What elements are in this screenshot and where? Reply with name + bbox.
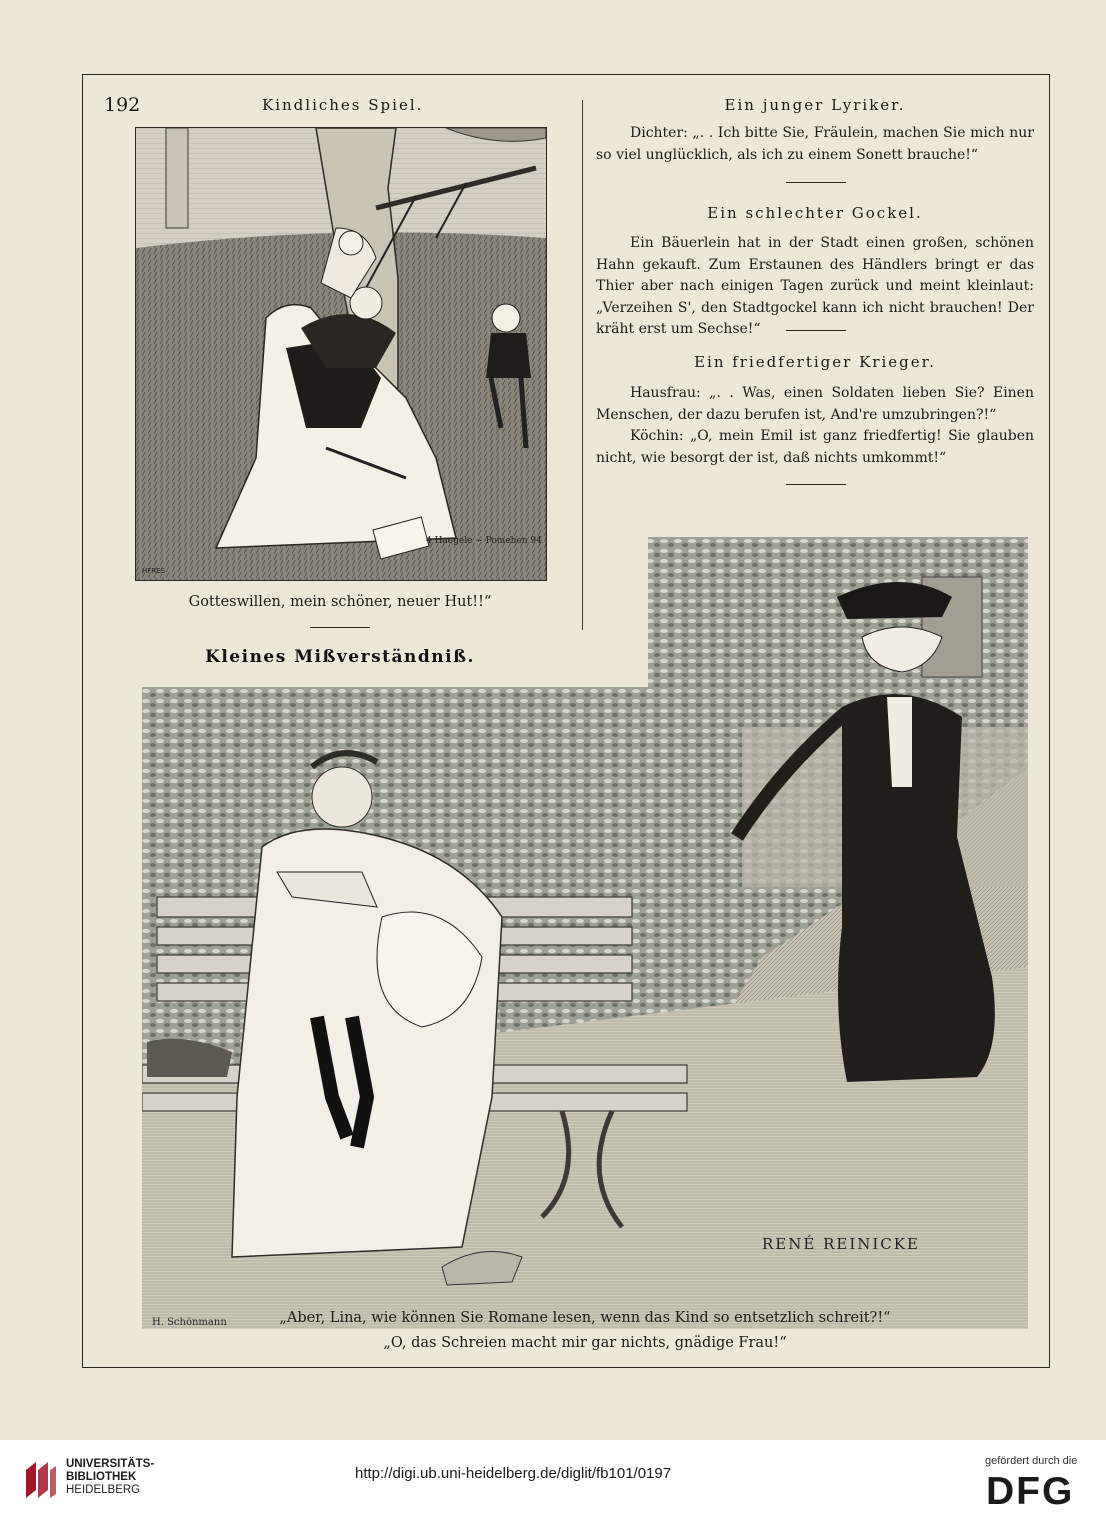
illustration-signature-reinicke: RENÉ REINICKE — [762, 1235, 920, 1253]
dfg-logo[interactable]: DFG — [986, 1470, 1075, 1513]
heading-kindliches-spiel: Kindliches Spiel. — [262, 96, 424, 114]
misunderstanding-engraving — [142, 537, 1028, 1329]
library-name — [66, 1458, 154, 1497]
heading-friedfertiger-krieger: Ein friedfertiger Krieger. — [694, 353, 936, 371]
library-logo-icon[interactable] — [22, 1458, 58, 1502]
engraver-mark: H. Schönmann — [152, 1317, 227, 1328]
childrens-play-drawing — [136, 128, 546, 580]
library-name-line-2: BIBLIOTHEK — [66, 1471, 137, 1483]
library-name-line-1: UNIVERSITÄTS- — [66, 1458, 155, 1470]
rule-3 — [786, 484, 846, 485]
permalink-url[interactable]: http://digi.ub.uni-heidelberg.de/diglit/fb101/0197 — [355, 1465, 672, 1482]
illustration-mark: HFRES — [142, 567, 166, 575]
page-number: 192 — [104, 94, 141, 116]
caption-line-1: „Aber, Lina, wie können Sie Romane lesen, wenn das Kind so entsetzlich schreit?!“ — [279, 1310, 891, 1326]
text-koechin: Köchin: „O, mein Emil ist ganz friedfertig! Sie glauben nicht, wie besorgt der ist, daß nichts umkommt!“ — [596, 428, 1034, 466]
library-name-line-3: HEIDELBERG — [66, 1484, 141, 1496]
caption-childrens-play: Gotteswillen, mein schöner, neuer Hut!!“ — [188, 594, 492, 610]
text-schlechter-gockel: Ein Bäuerlein hat in der Stadt einen großen, schönen Hahn gekauft. Zum Erstaunen des Händlers bringt er das Thier aber nach einigen Tagen zurück und meint kleinlaut: „Verzeihen S', den Stadtgockel kann ich nicht brauchen! Der kräht erst um Sechse!“ — [596, 235, 1034, 337]
funding-note: gefördert durch die — [985, 1455, 1078, 1467]
illustration-misunderstanding — [142, 537, 1028, 1329]
text-junger-lyriker: Dichter: „. . Ich bitte Sie, Fräulein, machen Sie mich nur so viel unglücklich, als ich zu einem Sonett brauche!“ — [596, 125, 1034, 163]
rule-1 — [786, 182, 846, 183]
caption-line-2: „O, das Schreien macht mir gar nichts, gnädige Frau!“ — [383, 1335, 787, 1351]
text-hausfrau: Hausfrau: „. . Was, einen Soldaten lieben Sie? Einen Menschen, der dazu berufen ist, And're umzubringen?!“ — [596, 385, 1034, 423]
illustration-signature: 4 Haegele ~ Pomehen 94 — [426, 536, 542, 546]
rule-2 — [786, 330, 846, 331]
heading-junger-lyriker: Ein junger Lyriker. — [724, 96, 906, 114]
heading-schlechter-gockel: Ein schlechter Gockel. — [707, 204, 923, 222]
heading-kleines-missverstaendniss: Kleines Mißverständniß. — [205, 647, 475, 667]
illustration-childrens-play — [135, 127, 547, 581]
